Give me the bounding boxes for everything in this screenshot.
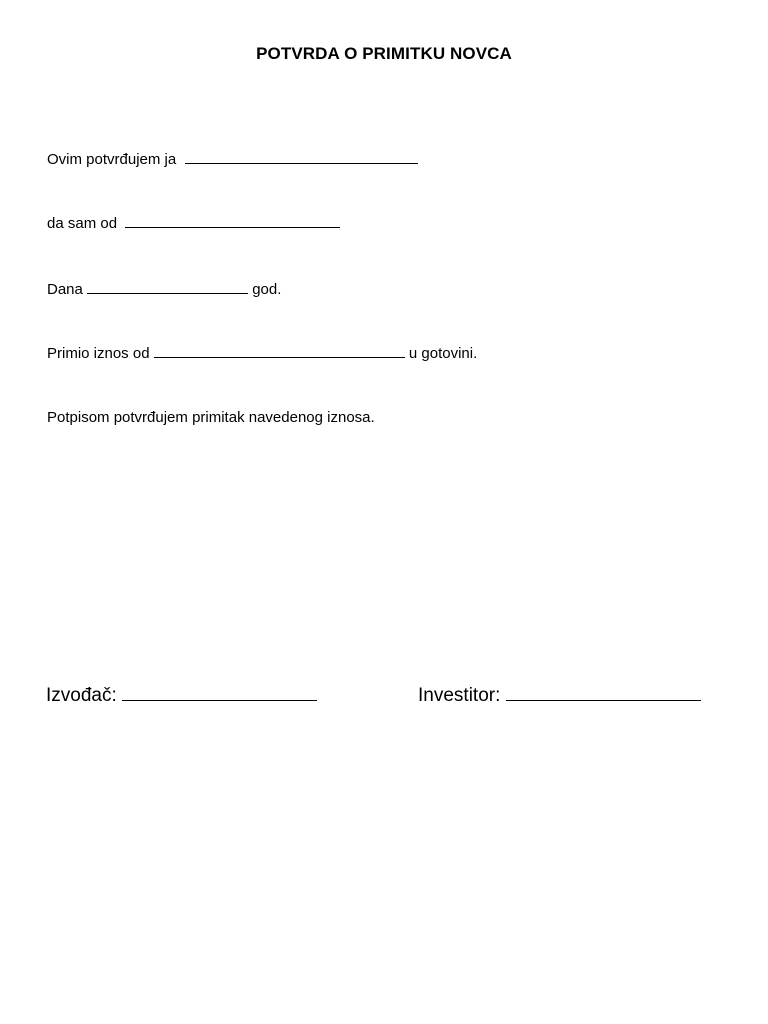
line-amount — [47, 345, 477, 362]
line-date-suffix: god. — [252, 281, 282, 298]
line-date — [47, 281, 281, 298]
contractor-signature-field[interactable] — [122, 685, 317, 701]
line-signature-statement: Potpisom potvrđujem primitak navedenog iznosa. — [47, 409, 375, 426]
contractor-label: Izvođač: — [46, 685, 117, 706]
line-amount-label: Primio iznos od — [47, 345, 150, 362]
contractor-signature — [46, 685, 317, 707]
date-blank-field[interactable] — [87, 281, 248, 294]
line-date-label: Dana — [47, 281, 83, 298]
line-confirm-name — [47, 151, 418, 168]
line-from-whom-label: da sam od — [47, 215, 118, 232]
investor-label: Investitor: — [418, 685, 501, 706]
amount-blank-field[interactable] — [154, 345, 405, 358]
payer-blank-field[interactable] — [125, 215, 340, 228]
document-title: POTVRDA O PRIMITKU NOVCA — [256, 44, 512, 63]
name-blank-field[interactable] — [185, 151, 418, 164]
line-from-whom — [47, 215, 340, 232]
line-amount-suffix: u gotovini. — [408, 345, 478, 362]
investor-signature — [418, 685, 701, 707]
line-confirm-name-label: Ovim potvrđujem ja — [47, 151, 177, 168]
investor-signature-field[interactable] — [506, 685, 701, 701]
